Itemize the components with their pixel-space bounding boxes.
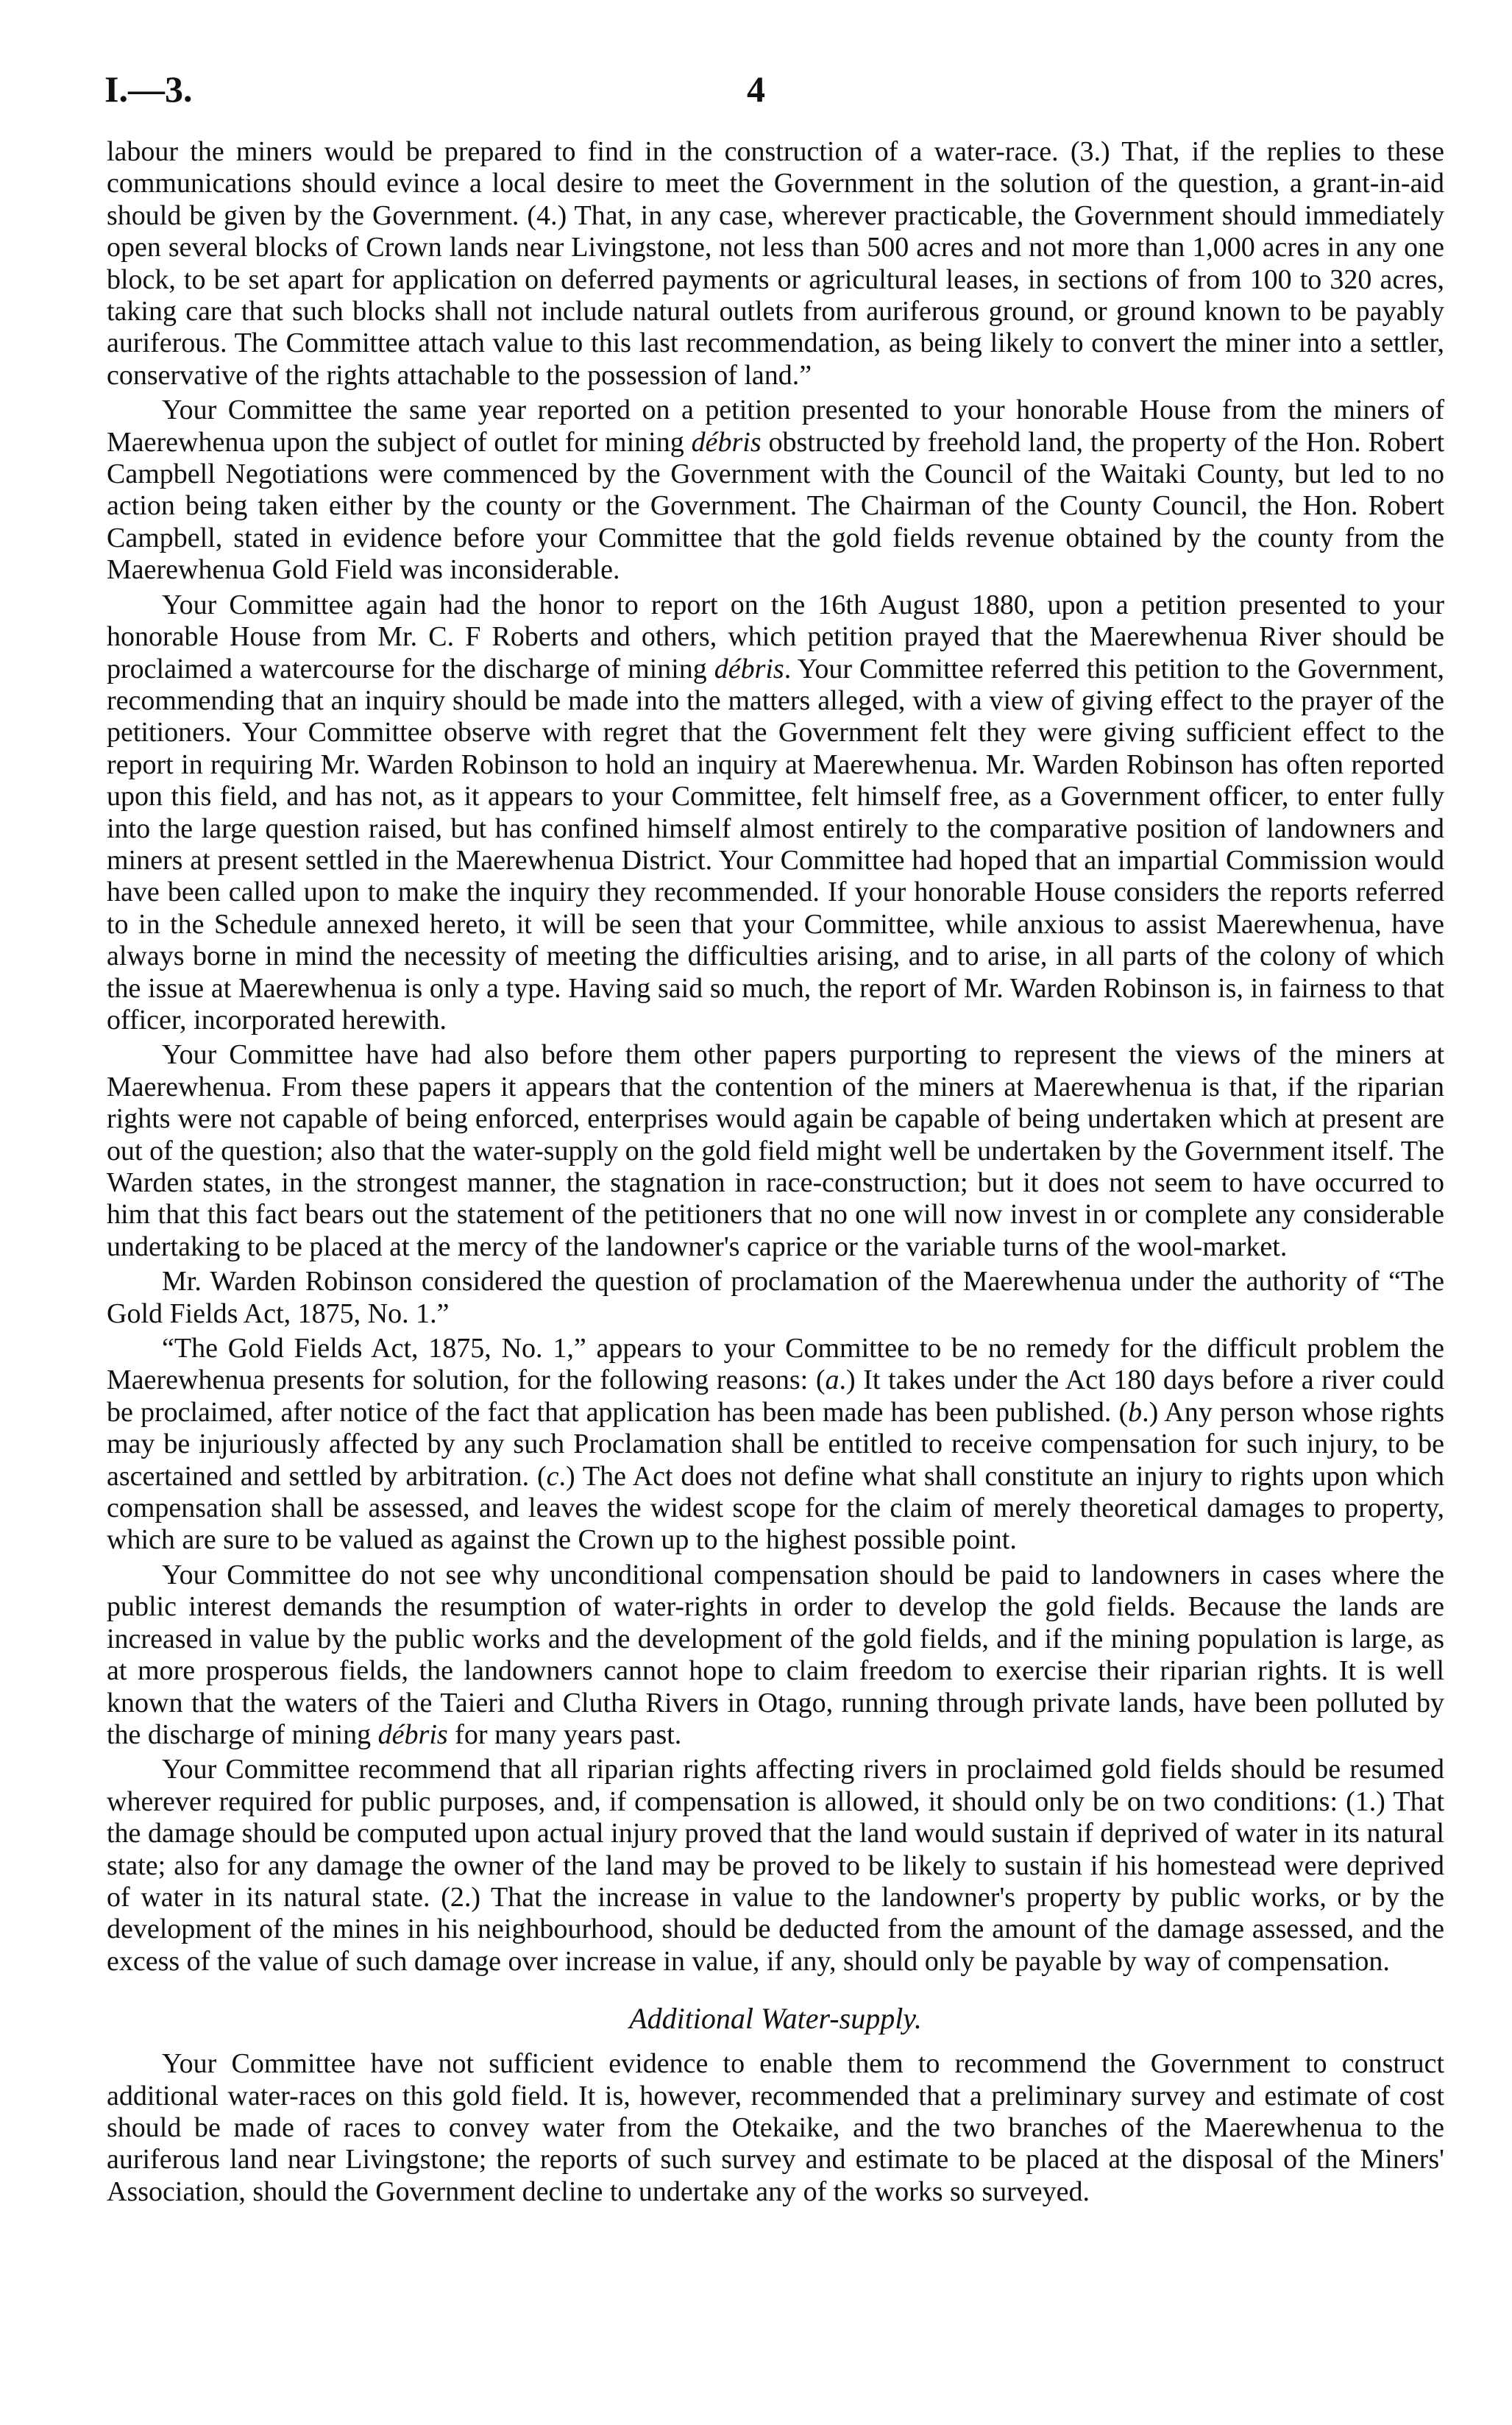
- paragraphs-before-heading: [107, 136, 1444, 1978]
- paragraph: [107, 136, 1444, 392]
- paragraph: [107, 2048, 1444, 2208]
- paragraph-text: obstructed by freehold land, the property of the Hon. Robert Campbell Negotiations were commenced by the Government with the Council of the Waitaki County, but led to no action being taken either by the county or the Government. The Chairman of the County Council, the Hon. Robert Campbell, stated in evidence before your Committee that the gold fields revenue obtained by the county from the Maerewhenua Gold Field was inconsiderable.: [107, 426, 1444, 586]
- page-number: 4: [747, 68, 765, 110]
- paragraph-text: Mr. Warden Robinson considered the question of proclamation of the Maerewhenua under the authority of “The Gold Fields Act, 1875, No. 1.”: [107, 1266, 1444, 1329]
- paragraph-text: Your Committee have not sufficient evidence to enable them to recommend the Government to construct additional water-races on this gold field. It is, however, recommended that a preliminary survey and estimate of cost should be made of races to convey water from the Otekaike, and the two branches of the Maerewhenua to the auriferous land near Livingstone; the reports of such survey and estimate to be placed at the disposal of the Miners' Association, should the Government decline to undertake any of the works so surveyed.: [107, 2048, 1444, 2207]
- document-reference: I.—3.: [104, 68, 193, 110]
- paragraph-text: Your Committee recommend that all riparian rights affecting rivers in proclaimed gold fields should be resumed wherever required for public purposes, and, if compensation is allowed, it should only be on two conditions: (1.) That the damage should be computed upon actual injury proved that the land would sustain if deprived of water in its natural state; also for any damage the owner of the land may be proved to be likely to sustain if his homestead were deprived of water in its natural state. (2.) That the increase in value to the landowner's property by public works, or by the development of the mines in his neighbourhood, should be deducted from the amount of the damage assessed, and the excess of the value of such damage over increase in value, if any, should only be payable by way of compensation.: [107, 1754, 1444, 1977]
- paragraph-text: .) Any person whose rights may be injuriously affected by any such Proclamation shall be entitled to receive compensation for such injury, to be ascertained and settled by arbitration. (: [107, 1396, 1445, 1492]
- paragraph: [107, 1266, 1444, 1330]
- paragraph-text: .) It takes under the Act 180 days before a river could be proclaimed, after notice of the fact that application has been made has been published. (: [107, 1364, 1444, 1428]
- paragraph: [107, 1754, 1444, 1978]
- paragraph-text: .) The Act does not define what shall constitute an injury to rights upon which compensation shall be assessed, and leaves the widest scope for the claim of merely theoretical damages to property, which are sure to be valued as against the Crown up to the highest possible point.: [107, 1460, 1444, 1556]
- paragraph-text: for many years past.: [447, 1718, 682, 1750]
- paragraph-text: Your Committee the same year reported on a petition presented to your honorable House from the miners of Maerewhenua upon the subject of outlet for mining: [107, 394, 1444, 458]
- paragraph: [107, 1039, 1444, 1263]
- document-body: [107, 136, 1444, 2211]
- paragraph: [107, 590, 1444, 1037]
- italic-text: débris: [691, 426, 762, 458]
- paragraph-text: Your Committee have had also before them other papers purporting to represent the views of the miners at Maerewhenua. From these papers it appears that the contention of the miners at Maerewhenua is that, if the riparian rights were not capable of being enforced, enterprises would again be capable of being undertaken which at present are out of the question; also that the water-supply on the gold field might well be undertaken by the Government itself. The Warden states, in the strongest manner, the stagnation in race-construction; but it does not seem to have occurred to him that this fact bears out the statement of the petitioners that no one will now invest in or complete any considerable undertaking to be placed at the mercy of the landowner's caprice or the variable turns of the wool-market.: [107, 1039, 1444, 1262]
- italic-text: b: [1128, 1396, 1143, 1428]
- paragraph-text: Your Committee do not see why unconditional compensation should be paid to landowners in cases where the public interest demands the resumption of water-rights in order to develop the gold fields. Because the lands are increased in value by the public works and the development of the gold fields, and if the mining population is large, as at more prosperous fields, the landowners cannot hope to claim freedom to exercise their riparian rights. It is well known that the waters of the Taieri and Clutha Rivers in Otago, running through private lands, have been polluted by the discharge of mining: [107, 1559, 1444, 1750]
- paragraph-text: labour the miners would be prepared to find in the construction of a water-race. (3.) That, if the replies to these communications should evince a local desire to meet the Government in the solution of the question, a grant-in-aid should be given by the Government. (4.) That, in any case, wherever practicable, the Government should immediately open several blocks of Crown lands near Livingstone, not less than 500 acres and not more than 1,000 acres in any one block, to be set apart for application on deferred payments or agricultural leases, in sections of from 100 to 320 acres, taking care that such blocks shall not include natural outlets from auriferous ground, or ground known to be payably auriferous. The Committee attach value to this last recommendation, as being likely to convert the miner into a settler, conservative of the rights attachable to the possession of land.”: [107, 136, 1444, 391]
- italic-text: c: [546, 1460, 559, 1492]
- paragraphs-after-heading: [107, 2048, 1444, 2208]
- paragraph: [107, 394, 1444, 586]
- paragraph: [107, 1560, 1444, 1751]
- italic-text: a: [825, 1364, 840, 1396]
- section-heading: Additional Water-supply.: [629, 2002, 922, 2036]
- italic-text: débris: [714, 653, 784, 684]
- italic-text: débris: [377, 1718, 448, 1750]
- paragraph-text: Your Committee again had the honor to report on the 16th August 1880, upon a petition presented to your honorable House from Mr. C. F Roberts and others, which petition prayed that the Maerewhenua River should be proclaimed a watercourse for the discharge of mining: [107, 589, 1444, 684]
- paragraph-text: . Your Committee referred this petition to the Government, recommending that an inquiry should be made into the matters alleged, with a view of giving effect to the prayer of the petitioners. Your Committee observe with regret that the Government felt they were giving sufficient effect to the report in requiring Mr. Warden Robinson to hold an inquiry at Maerewhenua. Mr. Warden Robinson has often reported upon this field, and has not, as it appears to your Committee, felt himself free, as a Government officer, to enter fully into the large question raised, but has confined himself almost entirely to the comparative position of landowners and miners at present settled in the Maerewhenua District. Your Committee had hoped that an impartial Commission would have been called upon to make the inquiry they recommended. If your honorable House considers the reports referred to in the Schedule annexed hereto, it will be seen that your Committee, while anxious to assist Maerewhenua, have always borne in mind the necessity of meeting the difficulties arising, and to arise, in all parts of the colony of which the issue at Maerewhenua is only a type. Having said so much, the report of Mr. Warden Robinson is, in fairness to that officer, incorporated herewith.: [107, 653, 1444, 1036]
- paragraph: [107, 1333, 1444, 1557]
- paragraph-text: “The Gold Fields Act, 1875, No. 1,” appears to your Committee to be no remedy for the difficult problem the Maerewhenua presents for solution, for the following reasons: (: [107, 1333, 1444, 1396]
